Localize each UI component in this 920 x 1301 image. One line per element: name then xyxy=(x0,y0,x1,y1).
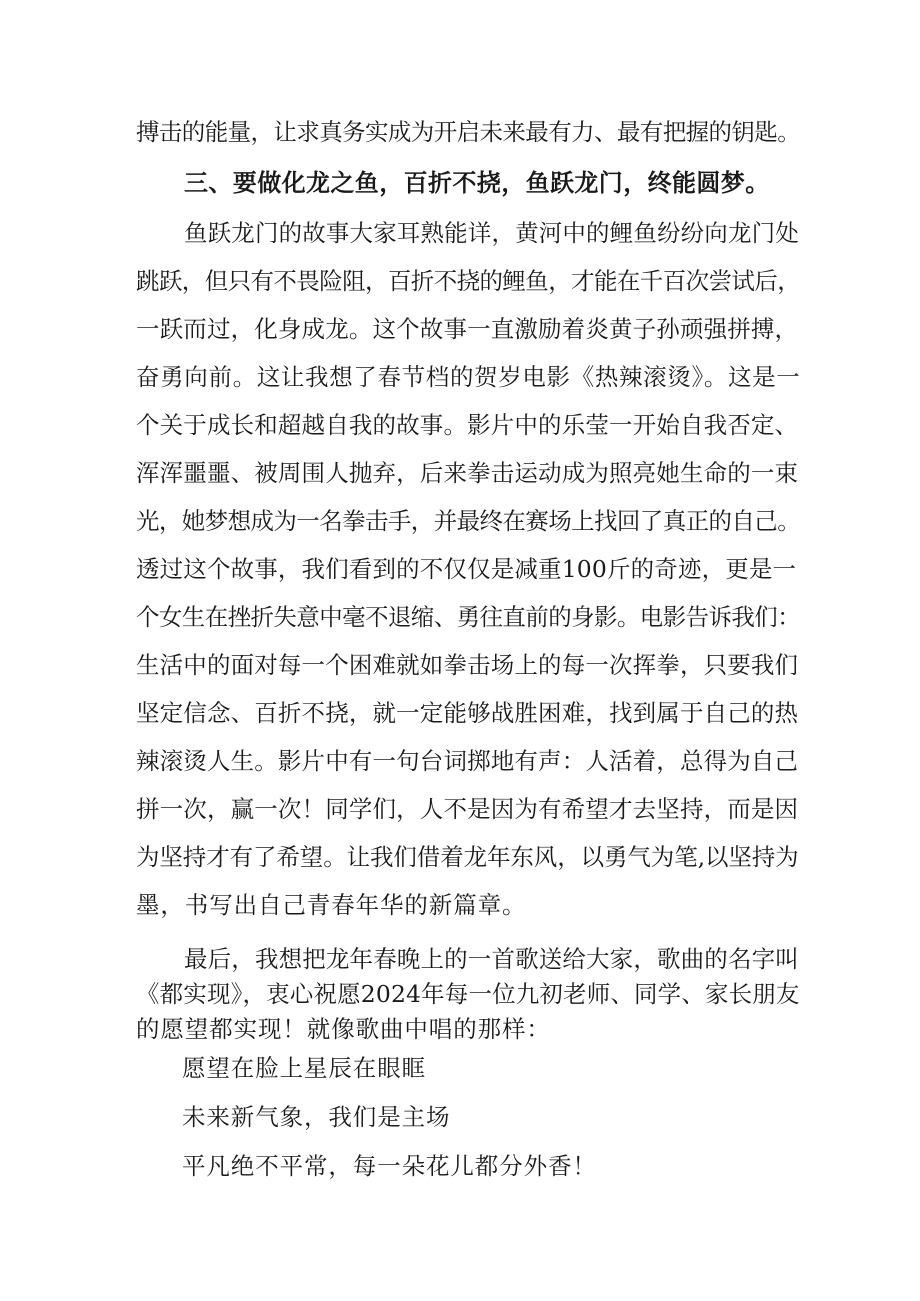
paragraph-line: 墨，书写出自己青春年华的新篇章。 xyxy=(136,891,527,919)
section-heading: 三、要做化龙之鱼，百折不挠，鱼跃龙门，终能圆梦。 xyxy=(184,169,770,197)
paragraph-line: 为坚持才有了希望。让我们借着龙年东风，以勇气为笔,以坚持为 xyxy=(136,843,799,871)
paragraph-line: 跳跃，但只有不畏险阻，百折不挠的鲤鱼，才能在千百次尝试后， xyxy=(136,267,801,295)
top-line: 搏击的能量，让求真务实成为开启未来最有力、最有把握的钥匙。 xyxy=(136,118,801,146)
paragraph-line: 坚定信念、百折不挠，就一定能够战胜困难，找到属于自己的热 xyxy=(136,699,799,727)
paragraph-line: 《都实现》，衷心祝愿2024年每一位九初老师、同学、家长朋友 xyxy=(136,980,800,1008)
paragraph-line: 个关于成长和超越自我的故事。影片中的乐莹一开始自我否定、 xyxy=(136,411,799,439)
paragraph-line: 一跃而过，化身成龙。这个故事一直激励着炎黄子孙顽强拼搏， xyxy=(136,315,799,343)
lyric-line: 平凡绝不平常，每一朵花儿都分外香！ xyxy=(182,1152,597,1180)
paragraph-line: 生活中的面对每一个困难就如拳击场上的每一次挥拳，只要我们 xyxy=(136,651,799,679)
paragraph-line: 光，她梦想成为一名拳击手，并最终在赛场上找回了真正的自己。 xyxy=(136,507,801,535)
paragraph-line: 拼一次，赢一次！同学们，人不是因为有希望才去坚持，而是因 xyxy=(136,795,799,823)
paragraph-line: 浑浑噩噩、被周围人抛弃，后来拳击运动成为照亮她生命的一束 xyxy=(136,459,799,487)
paragraph-line: 鱼跃龙门的故事大家耳熟能详，黄河中的鲤鱼纷纷向龙门处 xyxy=(184,219,799,247)
lyric-line: 愿望在脸上星辰在眼眶 xyxy=(182,1054,426,1082)
lyric-line: 未来新气象，我们是主场 xyxy=(182,1103,451,1131)
paragraph-line: 透过这个故事，我们看到的不仅仅是减重100斤的奇迹，更是一 xyxy=(136,555,797,583)
paragraph-line: 个女生在挫折失意中毫不退缩、勇往直前的身影。电影告诉我们： xyxy=(136,603,801,631)
paragraph-line: 的愿望都实现！就像歌曲中唱的那样： xyxy=(136,1015,551,1043)
paragraph-line: 最后，我想把龙年春晚上的一首歌送给大家，歌曲的名字叫 xyxy=(184,945,799,973)
paragraph-line: 奋勇向前。这让我想了春节档的贺岁电影《热辣滚烫》。这是一 xyxy=(136,363,801,391)
paragraph-line: 辣滚烫人生。影片中有一句台词掷地有声：人活着，总得为自己 xyxy=(136,747,799,775)
